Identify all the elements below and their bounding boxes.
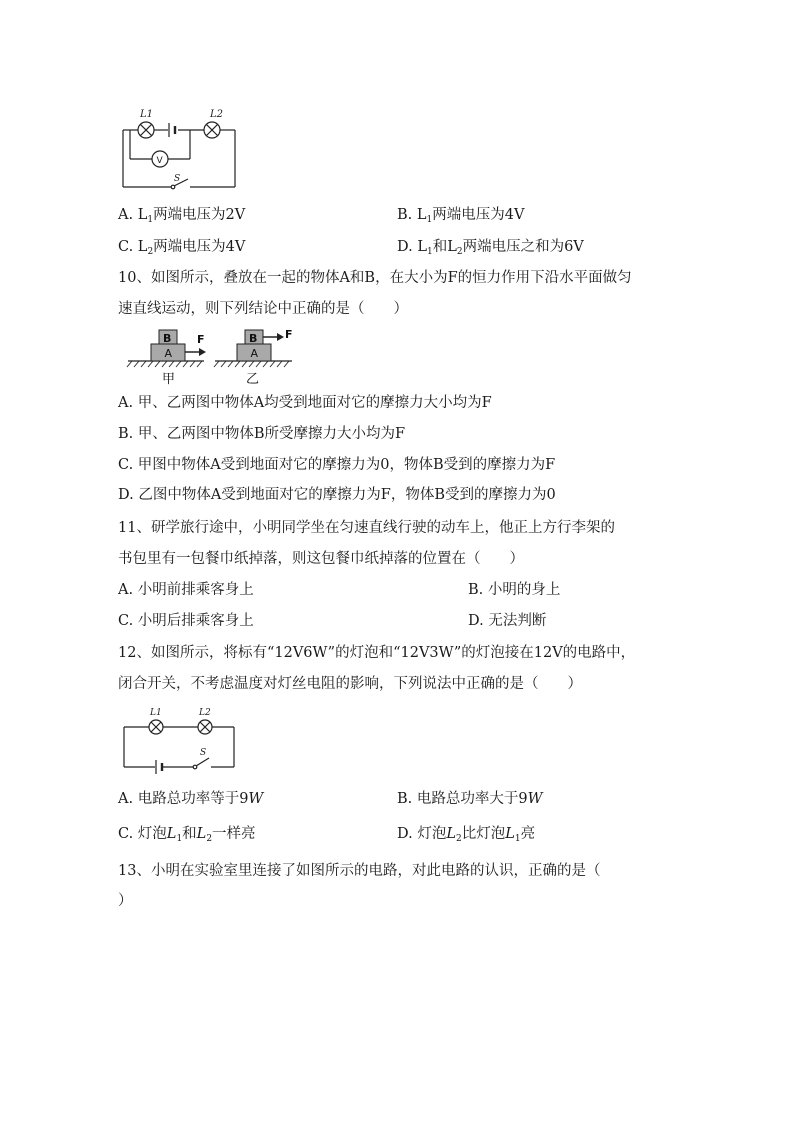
q12-l1-label: L1	[150, 708, 162, 718]
q10-stem-line-1: 10、如图所示，叠放在一起的物体A和B，在大小为F的恒力作用下沿水平面做匀	[118, 270, 632, 286]
q12-option-a: A. 电路总功率等于9W	[118, 791, 264, 807]
q12-stem-line-1: 12、如图所示，将标有“12V6W”的灯泡和“12V3W”的灯泡接在12V的电路中，	[118, 645, 636, 661]
q13-stem-line-2: ）	[118, 893, 133, 909]
q10-right-caption: 乙	[246, 372, 260, 387]
q9-switch-label: S	[174, 174, 181, 184]
q10-stem-line-2: 速直线运动，则下列结论中正确的是（ ）	[118, 301, 408, 317]
q9-l1-label: L1	[140, 109, 154, 120]
q10-left-caption: 甲	[162, 372, 176, 387]
q9-l2-label: L2	[210, 109, 224, 120]
q9-option-b: B. $L_1$两端电压为4V	[397, 207, 525, 225]
q12-circuit-figure	[120, 705, 238, 775]
q11-option-a: A. 小明前排乘客身上	[118, 582, 254, 598]
q11-option-c: C. 小明后排乘客身上	[118, 613, 254, 629]
q10-right-block-a-label: A	[250, 347, 259, 360]
q9-option-c: C. $L_2$两端电压为4V	[118, 239, 246, 257]
q12-stem-line-2: 闭合开关，不考虑温度对灯丝电阻的影响，下列说法中正确的是（ ）	[118, 676, 582, 692]
q10-right-force-label: F	[285, 328, 293, 341]
q12-l2-label: L2	[199, 708, 211, 718]
q10-option-c: C. 甲图中物体A受到地面对它的摩擦力为0，物体B受到的摩擦力为F	[118, 457, 556, 473]
q10-option-d: D. 乙图中物体A受到地面对它的摩擦力为F，物体B受到的摩擦力为0	[118, 487, 556, 503]
q12-switch-label: S	[200, 748, 207, 758]
q10-figure-left	[127, 330, 206, 387]
q10-option-a: A. 甲、乙两图中物体A均受到地面对它的摩擦力大小均为F	[118, 395, 492, 411]
q13-stem-line-1: 13、小明在实验室里连接了如图所示的电路，对此电路的认识，正确的是（	[118, 863, 601, 879]
q10-figure-right	[214, 328, 293, 387]
q11-stem-line-2: 书包里有一包餐巾纸掉落，则这包餐巾纸掉落的位置在（ ）	[118, 551, 524, 567]
q10-left-block-b-label: B	[163, 332, 172, 345]
q9-voltmeter-label: V	[156, 156, 163, 166]
q12-option-c: C. 灯泡$L_1$和$L_2$一样亮	[118, 826, 256, 844]
q9-option-a: A. $L_1$两端电压为2V	[118, 207, 246, 225]
q12-option-b: B. 电路总功率大于9W	[397, 791, 543, 807]
q10-option-b: B. 甲、乙两图中物体B所受摩擦力大小均为F	[118, 426, 406, 442]
q10-blocks-figure	[126, 325, 302, 387]
q11-option-b: B. 小明的身上	[468, 582, 561, 598]
q12-option-d: D. 灯泡$L_2$比灯泡$L_1$亮	[397, 826, 536, 844]
q11-option-d: D. 无法判断	[468, 613, 547, 629]
q11-stem-line-1: 11、研学旅行途中，小明同学坐在匀速直线行驶的动车上，他正上方行李架的	[118, 520, 615, 536]
q10-right-block-b-label: B	[249, 332, 258, 345]
q10-left-force-label: F	[197, 333, 205, 346]
q9-circuit-figure	[118, 103, 242, 193]
q9-option-d: D. $L_1$和$L_2$两端电压之和为6V	[397, 239, 584, 257]
q10-left-block-a-label: A	[164, 347, 173, 360]
